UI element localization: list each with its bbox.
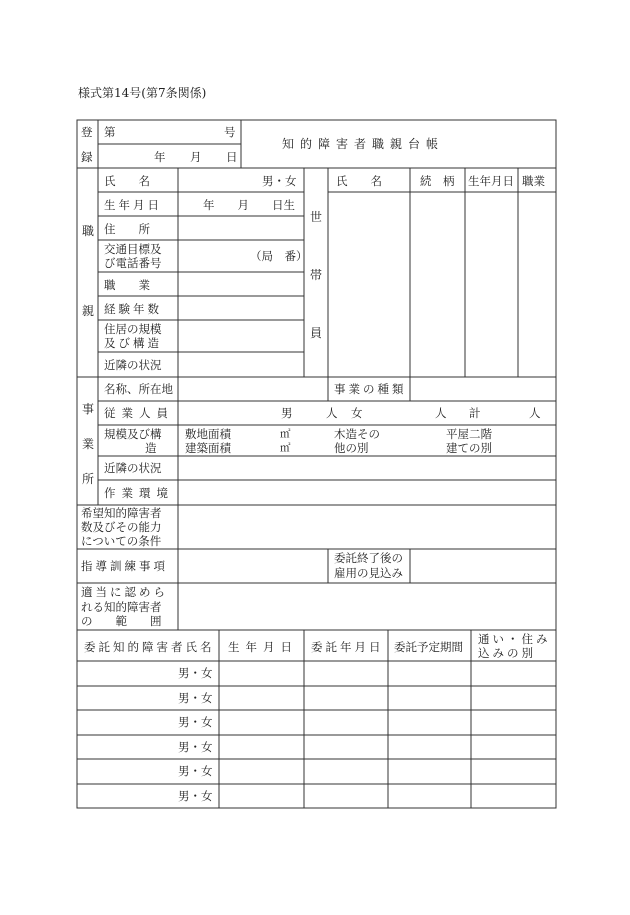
table-row-sex: 男・女: [178, 715, 213, 729]
desired-label-2: 数及びその能力: [81, 520, 162, 534]
suitable-label-3: の 範 囲: [81, 614, 162, 628]
table-row-sex: 男・女: [178, 691, 213, 705]
table-row-sex: 男・女: [178, 789, 213, 803]
suitable-label-2: れる知的障害者: [81, 600, 162, 614]
employer-name-label: 氏 名: [104, 174, 150, 188]
consign-header-residence-2: 込みの別: [478, 646, 536, 660]
registration-day: 日: [226, 150, 238, 164]
business-wooden-2: 他の別: [334, 441, 369, 455]
suitable-label-1: 適当に認めら: [81, 585, 168, 599]
business-floors-1: 平屋二階: [446, 427, 492, 441]
table-row-sex: 男・女: [178, 740, 213, 754]
business-label-3: 所: [82, 472, 95, 486]
employer-housing-label-2: 及び構造: [104, 336, 162, 350]
employer-address-label: 住 所: [104, 222, 150, 236]
business-persons-2: 人: [435, 406, 447, 420]
business-wooden-1: 木造その: [334, 427, 380, 441]
registration-label-a: 登: [81, 125, 93, 139]
employer-label-bottom: 親: [82, 304, 95, 318]
business-label-1: 事: [82, 402, 95, 416]
consign-header-name: 委託知的障害者氏名: [84, 640, 215, 654]
employer-sex-options: 男・女: [262, 174, 297, 188]
registration-month: 月: [190, 150, 202, 164]
employer-label-top: 職: [82, 224, 95, 238]
business-scale-label-1: 規模及び構: [104, 427, 162, 441]
employer-transport-label-1: 交通目標及: [104, 242, 162, 256]
business-building-area: 建築面積: [185, 441, 231, 455]
business-total: 計: [469, 406, 481, 420]
form-number: 様式第14号(第7条関係): [78, 86, 207, 100]
household-header-name: 氏 名: [336, 174, 382, 188]
household-label-3: 員: [310, 326, 323, 340]
business-site-area: 敷地面積: [185, 427, 231, 441]
household-header-birthdate: 生年月日: [468, 174, 514, 188]
employer-birthdate-label: 生年月日: [104, 198, 162, 212]
desired-label-1: 希望知的障害者: [81, 506, 162, 520]
training-label: 指導訓練事項: [81, 559, 168, 573]
consign-header-residence-1: 通い・住み: [478, 632, 551, 646]
business-scale-label-2: 造: [145, 441, 157, 455]
business-building-area-unit: ㎡: [280, 442, 291, 454]
business-environment-label: 作業環境: [104, 486, 174, 500]
business-female: 女: [351, 406, 363, 420]
business-persons-1: 人: [326, 406, 338, 420]
business-male: 男: [281, 406, 293, 420]
page-title: 知的障害者職親台帳: [282, 137, 445, 151]
household-header-relation: 続 柄: [420, 174, 455, 188]
table-row-sex: 男・女: [178, 666, 213, 680]
business-site-area-unit: ㎡: [280, 428, 291, 440]
employer-phone-exchange: （局 番）: [250, 249, 308, 263]
employer-occupation-label: 職 業: [104, 278, 150, 292]
business-employees-label: 従業人員: [104, 406, 174, 420]
table-row-sex: 男・女: [178, 764, 213, 778]
training-end-label-2: 雇用の見込み: [334, 566, 403, 580]
consign-header-date: 委託年月日: [311, 640, 384, 654]
business-label-2: 業: [82, 437, 95, 451]
employer-neighborhood-label: 近隣の状況: [104, 358, 162, 372]
registration-label-b: 録: [81, 150, 93, 164]
business-type-label: 事業の種類: [334, 382, 407, 396]
registration-number-suffix: 号: [224, 125, 236, 139]
registration-year: 年: [154, 150, 166, 164]
employer-housing-label-1: 住居の規模: [104, 322, 162, 336]
household-header-occupation: 職業: [522, 174, 545, 188]
employer-transport-label-2: び電話番号: [104, 256, 162, 270]
training-end-label-1: 委託終了後の: [334, 551, 403, 565]
business-floors-2: 建ての別: [446, 441, 492, 455]
household-label-2: 帯: [310, 268, 323, 282]
business-name-location-label: 名称、所在地: [104, 382, 173, 396]
registration-number-prefix: 第: [104, 125, 116, 139]
consign-header-birthdate: 生年月日: [228, 640, 298, 654]
consign-header-period: 委託予定期間: [394, 640, 463, 654]
business-neighborhood-label: 近隣の状況: [104, 461, 162, 475]
household-label-1: 世: [310, 210, 323, 224]
business-persons-3: 人: [529, 406, 541, 420]
employer-experience-label: 経験年数: [104, 302, 162, 316]
employer-birthdate-value: 年 月 日生: [203, 198, 295, 212]
desired-label-3: についての条件: [81, 534, 162, 548]
